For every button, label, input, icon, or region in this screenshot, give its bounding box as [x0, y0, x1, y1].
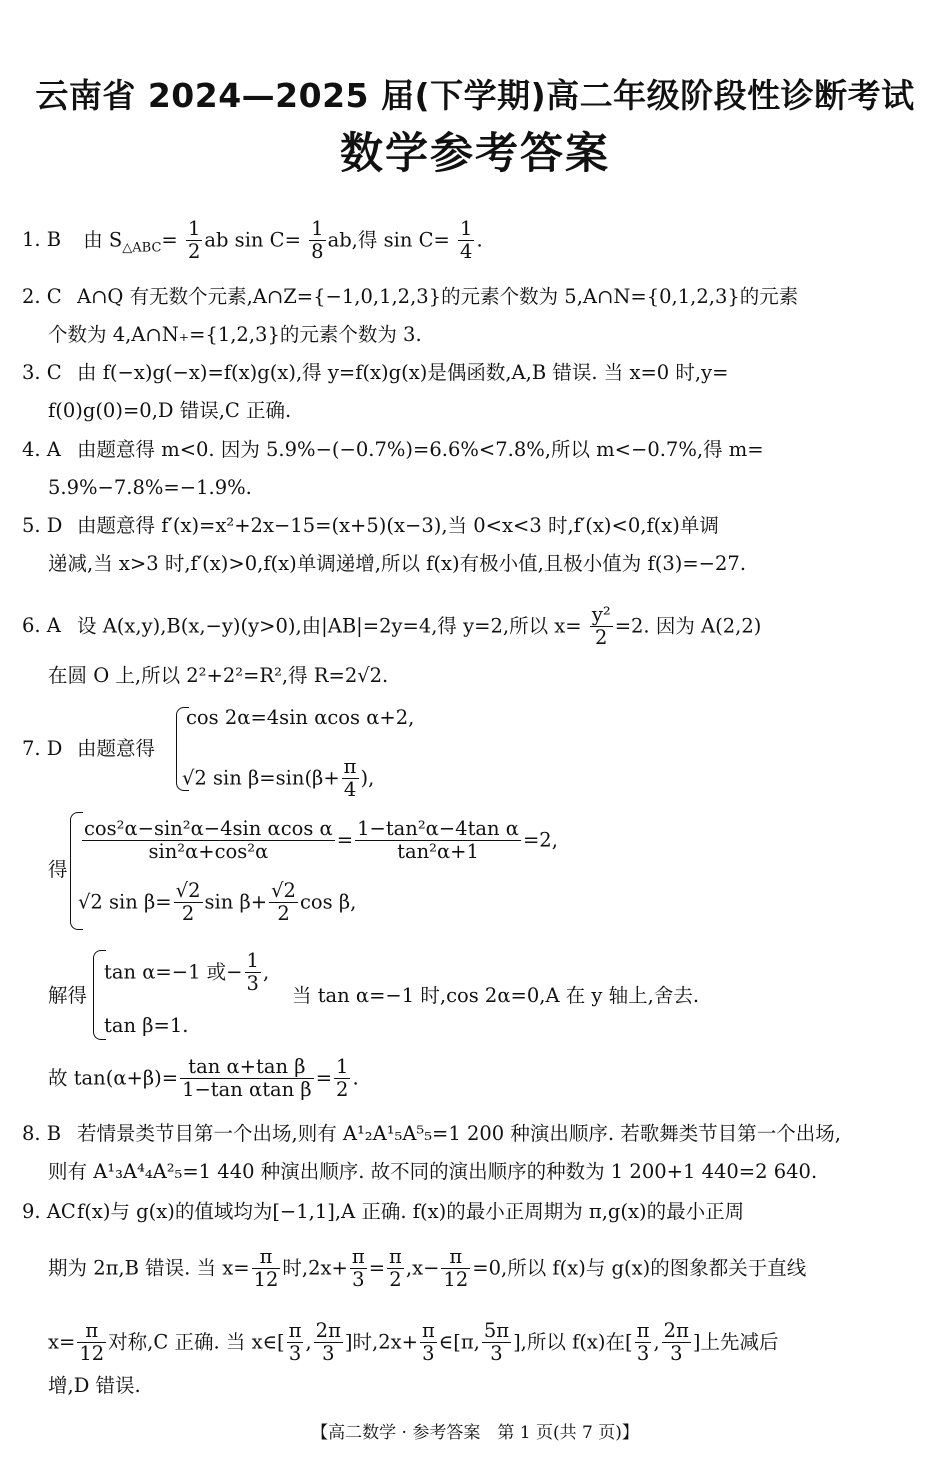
fraction: [635, 1320, 652, 1366]
answer-label: 1. B: [22, 228, 62, 252]
fraction: [252, 1246, 281, 1292]
fraction: [314, 1320, 343, 1366]
fraction: [441, 1246, 470, 1292]
answer-label: 2. C: [22, 285, 62, 308]
fraction: [420, 1320, 437, 1366]
answer-text: √2 sin β=sin(β+: [182, 766, 340, 790]
answer-text: 期为 2π,B 错误. 当 x=: [48, 1256, 250, 1280]
answer-text: =: [368, 1256, 386, 1280]
denominator: 2: [389, 1268, 402, 1292]
system-line: [78, 880, 950, 926]
answer-text: 由题意得 f′(x)=x²+2x−15=(x+5)(x−3),当 0<x<3 时,f′(x)<0,f(x)单调: [77, 514, 719, 537]
answer-text: x=: [48, 1330, 76, 1354]
answer-label: 5. D: [22, 514, 63, 537]
page-footer: 【高二数学 · 参考答案 第 1 页(共 7 页)】: [311, 1423, 639, 1443]
fraction: [82, 818, 335, 864]
answer-text: A∩Q 有无数个元素,A∩Z={−1,0,1,2,3}的元素个数为 5,A∩N={0,1,2,3}的元素: [77, 285, 799, 308]
fraction: [387, 1246, 404, 1292]
answer-4: [22, 437, 930, 463]
numerator: π: [389, 1245, 402, 1268]
answer-text: ,: [305, 1330, 312, 1354]
denominator: 2: [277, 902, 290, 926]
fraction: [245, 950, 261, 996]
numerator: π: [441, 1246, 470, 1269]
answer-4-cont: 5.9%−7.8%=−1.9%.: [48, 476, 252, 499]
system-line: tan β=1.: [104, 1014, 189, 1037]
answer-text: ∈[π,: [438, 1330, 480, 1354]
answer-text: sin β+: [204, 890, 268, 914]
denominator: 8: [311, 240, 324, 264]
numerator: y²: [591, 603, 611, 626]
denominator: 4: [460, 240, 473, 264]
answer-1: [22, 218, 930, 264]
answer-text: ,x−: [405, 1256, 440, 1280]
system-line: [80, 818, 950, 864]
answer-text: .: [476, 228, 483, 252]
fraction: [334, 1056, 350, 1102]
numerator: √2: [271, 879, 296, 902]
denominator: tan²α+1: [397, 840, 479, 864]
numerator: 1−tan²α−4tan α: [357, 817, 519, 840]
numerator: 1: [336, 1055, 349, 1078]
answer-note: 当 tan α=−1 时,cos 2α=0,A 在 y 轴上,舍去.: [292, 984, 700, 1007]
answer-8: [22, 1121, 930, 1147]
answer-text: 由题意得: [77, 737, 156, 760]
fraction: [309, 218, 325, 264]
numerator: π: [288, 1319, 302, 1342]
denominator: 3: [636, 1342, 650, 1366]
answer-text: =: [161, 228, 178, 252]
answer-9-cont: [48, 1320, 950, 1366]
denominator: 3: [322, 1342, 335, 1366]
numerator: 1: [187, 217, 201, 240]
answer-label: 8. B: [22, 1122, 62, 1145]
answer-2: [22, 284, 930, 310]
denominator: 12: [443, 1268, 469, 1292]
system-line: [182, 756, 950, 802]
answer-text: ab,得 sin C=: [327, 228, 450, 252]
answer-text: ],所以 f(x)在[: [513, 1330, 633, 1354]
denominator: 3: [352, 1268, 365, 1292]
fraction: [174, 880, 203, 926]
answer-label: 6. A: [22, 614, 61, 638]
answer-text: 得: [48, 858, 68, 881]
answer-9-cont: [48, 1246, 950, 1292]
fraction: [342, 756, 359, 802]
answer-text: =0,所以 f(x)与 g(x)的图象都关于直线: [472, 1256, 807, 1280]
fraction: [662, 1320, 691, 1366]
numerator: √2: [175, 879, 201, 902]
answer-text: tan α=−1 或−: [104, 960, 243, 984]
answer-text: 由题意得 m<0. 因为 5.9%−(−0.7%)=6.6%<7.8%,所以 m<−0.7%,得 m=: [77, 438, 764, 461]
numerator: 1: [246, 949, 259, 972]
denominator: 12: [253, 1268, 279, 1292]
answer-6-cont: 在圆 O 上,所以 2²+2²=R²,得 R=2√2.: [48, 664, 389, 687]
answer-label: 4. A: [22, 438, 61, 461]
answer-text: 故 tan(α+β)=: [48, 1066, 179, 1090]
fraction: [269, 880, 298, 926]
numerator: π: [636, 1319, 650, 1342]
answer-3-cont: f(0)g(0)=0,D 错误,C 正确.: [48, 399, 292, 422]
fraction: [590, 604, 613, 650]
answer-label: 3. C: [22, 361, 62, 384]
denominator: 2: [595, 626, 608, 650]
numerator: π: [351, 1245, 365, 1268]
denominator: 2: [336, 1078, 349, 1102]
answer-text: =: [336, 828, 354, 852]
answer-label: 9. AC: [22, 1200, 76, 1223]
answer-text: ]时,2x+: [344, 1330, 418, 1354]
answer-9: [22, 1199, 930, 1225]
answer-text: √2 sin β=: [78, 890, 172, 914]
answer-text: 时,2x+: [282, 1256, 348, 1280]
denominator: 3: [490, 1342, 503, 1366]
denominator: 4: [343, 778, 357, 802]
numerator: π: [343, 755, 357, 778]
answer-text: 若情景类节目第一个出场,则有 A¹₂A¹₅A⁵₅=1 200 种演出顺序. 若歌舞类节目第一个出场,: [77, 1122, 842, 1145]
denominator: 3: [670, 1342, 683, 1366]
answer-2-cont: 个数为 4,A∩N₊={1,2,3}的元素个数为 3.: [48, 323, 422, 346]
denominator: 2: [181, 902, 195, 926]
numerator: 5π: [483, 1319, 510, 1342]
numerator: π: [77, 1320, 106, 1343]
answer-text: ),: [360, 766, 375, 790]
answer-8-cont: 则有 A¹₃A⁴₄A²₅=1 440 种演出顺序. 故不同的演出顺序的种数为 1 200+1 440=2 640.: [48, 1160, 818, 1183]
fraction: [482, 1320, 511, 1366]
numerator: 2π: [315, 1319, 341, 1342]
numerator: 1: [311, 217, 324, 240]
answer-text: ,: [653, 1330, 660, 1354]
answer-conclusion: [48, 1056, 950, 1102]
numerator: tan α+tan β: [180, 1056, 314, 1079]
fraction: [287, 1320, 304, 1366]
numerator: π: [421, 1319, 435, 1342]
denominator: 3: [422, 1342, 435, 1366]
numerator: 1: [460, 217, 473, 240]
denominator: sin²α+cos²α: [148, 840, 269, 864]
fraction: [77, 1320, 106, 1366]
page-title: 云南省 2024—2025 届(下学期)高二年级阶段性诊断考试: [35, 76, 915, 115]
denominator: 3: [246, 972, 259, 996]
answer-text: 设 A(x,y),B(x,−y)(y>0),由|AB|=2y=4,得 y=2,所以 x=: [77, 614, 582, 638]
answer-text: =2. 因为 A(2,2): [614, 614, 762, 638]
answer-5: [22, 513, 930, 539]
answer-text: .: [352, 1066, 359, 1090]
numerator: π: [252, 1246, 281, 1269]
answer-5-cont: 递减,当 x>3 时,f′(x)>0,f(x)单调递增,所以 f(x)有极小值,且极小值为 f(3)=−27.: [48, 552, 747, 575]
answer-text: f(x)与 g(x)的值域均为[−1,1],A 正确. f(x)的最小正周期为 π,g(x)的最小正周: [77, 1200, 745, 1223]
answer-text: ,: [262, 960, 270, 984]
answer-text: =: [315, 1066, 333, 1090]
answer-text: ab sin C=: [204, 228, 301, 252]
answer-text: 由 f(−x)g(−x)=f(x)g(x),得 y=f(x)g(x)是偶函数,A,B 错误. 当 x=0 时,y=: [77, 361, 729, 384]
fraction: [458, 218, 474, 264]
answer-text: =2,: [522, 828, 558, 852]
answer-text: 解得: [48, 984, 88, 1007]
numerator: 2π: [663, 1319, 689, 1342]
answer-text: 由 S: [83, 228, 123, 252]
answer-text: 对称,C 正确. 当 x∈[: [108, 1330, 285, 1354]
fraction: [350, 1246, 367, 1292]
answer-text: ]上先减后: [692, 1330, 779, 1354]
answer-3: [22, 360, 930, 386]
denominator: 12: [79, 1342, 105, 1366]
numerator: cos²α−sin²α−4sin αcos α: [84, 817, 333, 840]
fraction: [355, 818, 521, 864]
answer-label: 7. D: [22, 737, 63, 760]
system-line: cos 2α=4sin αcos α+2,: [186, 706, 415, 729]
answer-text: cos β,: [299, 890, 357, 914]
subscript: △ABC: [122, 240, 162, 256]
fraction: [186, 218, 202, 264]
answer-9-cont: 增,D 错误.: [48, 1374, 141, 1397]
denominator: 3: [288, 1342, 302, 1366]
denominator: 2: [187, 240, 201, 264]
fraction: [180, 1056, 314, 1102]
denominator: 1−tan αtan β: [182, 1078, 312, 1102]
page-subtitle: 数学参考答案: [340, 129, 610, 179]
answer-6: [22, 604, 930, 650]
